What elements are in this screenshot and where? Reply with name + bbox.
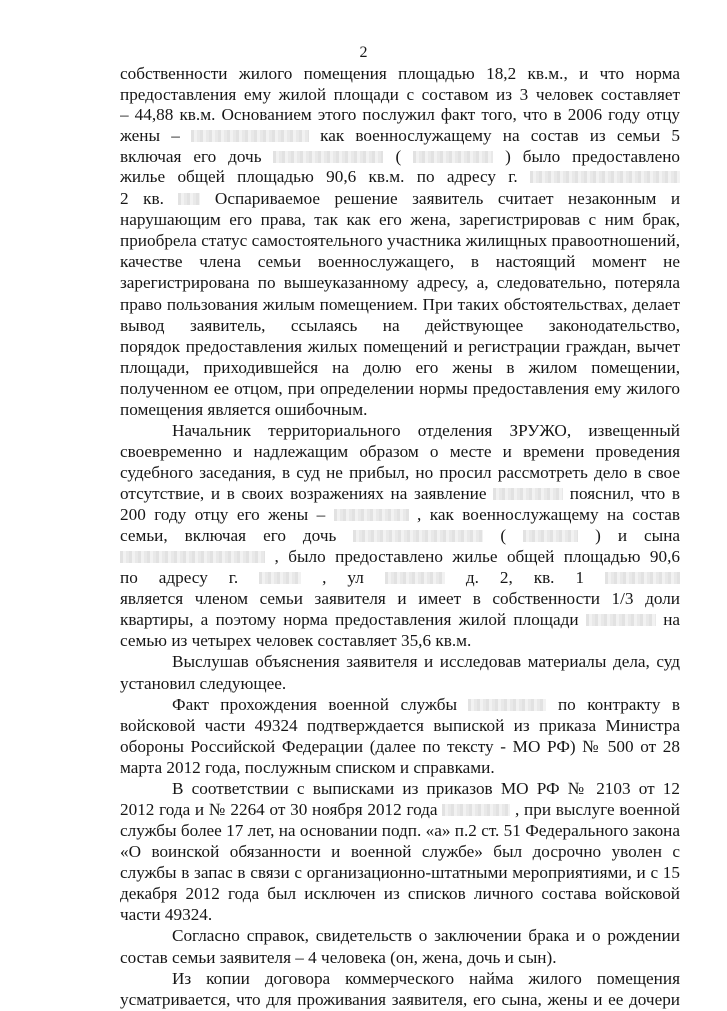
redaction-mark — [468, 699, 546, 711]
text-line — [120, 610, 680, 631]
text-segment: предоставления ему жилой площади с составом из 3 человек составляет — [120, 85, 680, 104]
text-segment: д. 2, кв. 1 — [465, 568, 585, 587]
redaction-mark — [334, 509, 409, 521]
redaction-mark — [353, 530, 483, 542]
text-line — [120, 379, 680, 400]
text-line — [120, 316, 680, 337]
text-segment: порядок предоставления жилых помещений и регистрации граждан, вычет — [120, 337, 680, 356]
text-line — [120, 147, 680, 168]
page-number: 2 — [359, 44, 368, 61]
text-segment: декабря 2012 года был исключен из списков личного состава войсковой — [120, 884, 680, 903]
text-segment: жены – — [120, 126, 180, 145]
text-segment: 2 кв. — [120, 189, 164, 208]
text-line — [120, 547, 680, 568]
text-line — [120, 252, 680, 273]
text-segment: службы в запас в связи с организационно-штатными мероприятиями, и с 15 — [120, 863, 680, 882]
text-segment: , как военнослужащему на состав — [417, 505, 680, 524]
text-segment: Оспариваемое решение заявитель считает незаконным и — [214, 189, 680, 208]
redaction-mark — [586, 614, 656, 626]
text-segment: зарегистрирована по вышеуказанному адресу, а, следовательно, потеряла — [120, 273, 680, 292]
text-line — [120, 863, 680, 884]
redaction-mark — [413, 151, 493, 163]
text-segment: включая его дочь — [120, 147, 262, 166]
text-line — [120, 358, 680, 379]
text-segment: качестве члена семьи военнослужащего, в настоящий момент не — [120, 252, 680, 271]
text-line — [120, 442, 680, 463]
text-segment: службы более 17 лет, на основании подп. «а» п.2 ст. 51 Федерального закона — [120, 821, 680, 840]
text-line — [120, 505, 680, 526]
redaction-mark — [120, 551, 265, 563]
text-line — [120, 64, 680, 85]
text-segment: как военнослужащему на состав из семьи 5 — [320, 126, 680, 145]
redaction-mark — [385, 572, 445, 584]
text-segment: приобрела статус самостоятельного участника жилищных правоотношений, — [120, 231, 680, 250]
text-segment: ( — [395, 147, 402, 166]
text-line — [120, 737, 680, 758]
text-line — [120, 948, 680, 968]
text-segment: по контракту в — [557, 695, 680, 714]
text-line — [120, 337, 680, 358]
text-segment: вывод заявитель, ссылаясь на действующее законодательство, — [120, 316, 680, 335]
text-segment: судебного заседания, в суд не прибыл, но просил рассмотреть дело в свое — [120, 463, 680, 482]
text-line — [120, 905, 680, 925]
text-segment: усматривается, что для проживания заявителя, его сына, жены и ее дочери — [120, 990, 680, 1009]
redaction-mark — [273, 151, 383, 163]
text-segment: ) и сына — [595, 526, 680, 545]
redaction-mark — [259, 572, 301, 584]
text-segment: собственности жилого помещения площадью 18,2 кв.м., и что норма — [120, 64, 680, 83]
text-segment: ( — [500, 526, 507, 545]
text-line — [120, 463, 680, 484]
text-line — [172, 695, 680, 716]
text-segment: пояснил, что в — [569, 484, 680, 503]
text-segment: 200 году отцу его жены – — [120, 505, 326, 524]
text-segment: «О воинской обязанности и военной службе» был досрочно уволен с — [120, 842, 680, 861]
redaction-mark — [605, 572, 680, 584]
text-segment: Факт прохождения военной службы — [172, 695, 457, 714]
text-segment: состав семьи заявителя – 4 человека (он, жена, дочь и сын). — [120, 948, 557, 967]
redaction-mark — [178, 193, 200, 205]
text-segment: полученном ее отцом, при определении нормы предоставления ему жилого — [120, 379, 680, 398]
text-line — [120, 589, 680, 610]
text-segment: установил следующее. — [120, 674, 287, 693]
text-line — [120, 800, 680, 821]
text-line — [120, 231, 680, 252]
text-segment: Начальник территориального отделения ЗРУЖО, извещенный — [172, 421, 680, 440]
text-segment: нарушающим его права, так как его жена, зарегистрировав с ним брак, — [120, 210, 680, 229]
text-line — [172, 421, 680, 442]
text-line — [120, 884, 680, 905]
text-line — [120, 167, 680, 188]
text-segment: площади, приходившейся на долю его жены в жилом помещении, — [120, 358, 680, 377]
text-line — [120, 189, 680, 210]
text-line — [172, 969, 680, 990]
text-line — [120, 105, 680, 126]
text-line — [120, 990, 680, 1011]
text-line — [120, 631, 680, 651]
redaction-mark — [523, 530, 578, 542]
text-segment: Выслушав объяснения заявителя и исследовав материалы дела, суд — [172, 652, 680, 671]
text-line — [120, 295, 680, 316]
text-segment: , было предоставлено жилье общей площадью 90,6 — [274, 547, 680, 566]
text-segment: , при выслуге военной — [515, 800, 680, 819]
text-line — [120, 526, 680, 547]
text-segment: марта 2012 года, послужным списком и справками. — [120, 758, 495, 777]
text-line — [120, 674, 680, 694]
text-line — [172, 652, 680, 673]
text-segment: семьи, включая его дочь — [120, 526, 337, 545]
text-segment: по адресу г. — [120, 568, 239, 587]
text-line — [120, 85, 680, 106]
text-segment: обороны Российской Федерации (далее по тексту - МО РФ) № 500 от 28 — [120, 737, 680, 756]
redaction-mark — [442, 804, 510, 816]
text-segment: войсковой части 49324 подтверждается выпиской из приказа Министра — [120, 716, 680, 735]
text-segment: помещения является ошибочным. — [120, 400, 368, 419]
text-segment: квартиры, а поэтому норма предоставления жилой площади — [120, 610, 579, 629]
text-segment: части 49324. — [120, 905, 213, 924]
text-segment: – 44,88 кв.м. Основанием этого послужил факт того, что в 2006 году отцу — [120, 105, 680, 124]
text-segment: ) было предоставлено — [505, 147, 680, 166]
text-segment: право пользования жилым помещением. При таких обстоятельствах, делает — [120, 295, 680, 314]
redaction-mark — [530, 171, 680, 183]
text-line — [120, 126, 680, 147]
text-line — [120, 842, 680, 863]
text-segment: жилье общей площадью 90,6 кв.м. по адресу г. — [120, 167, 518, 186]
text-segment: Согласно справок, свидетельств о заключении брака и о рождении — [172, 926, 680, 945]
text-segment: отсутствие, и в своих возражениях на заявление — [120, 484, 487, 503]
text-line — [120, 716, 680, 737]
text-segment: Из копии договора коммерческого найма жилого помещения — [172, 969, 680, 988]
text-segment: на — [663, 610, 680, 629]
text-segment: В соответствии с выписками из приказов МО РФ № 2103 от 12 — [172, 779, 680, 798]
text-segment: семью из четырех человек составляет 35,6 кв.м. — [120, 631, 472, 650]
text-line — [172, 926, 680, 947]
text-segment: является членом семьи заявителя и имеет в собственности 1/3 доли — [120, 589, 680, 608]
text-segment: , ул — [322, 568, 364, 587]
text-line — [120, 821, 680, 842]
text-line — [120, 273, 680, 294]
text-segment: своевременно и надлежащим образом о месте и времени проведения — [120, 442, 680, 461]
text-line — [120, 568, 680, 589]
redaction-mark — [191, 130, 309, 142]
text-line — [120, 484, 680, 505]
redaction-mark — [493, 488, 563, 500]
text-line — [120, 758, 680, 778]
text-segment: 2012 года и № 2264 от 30 ноября 2012 года — [120, 800, 438, 819]
text-line — [120, 210, 680, 231]
text-line — [172, 779, 680, 800]
text-line — [120, 400, 680, 420]
